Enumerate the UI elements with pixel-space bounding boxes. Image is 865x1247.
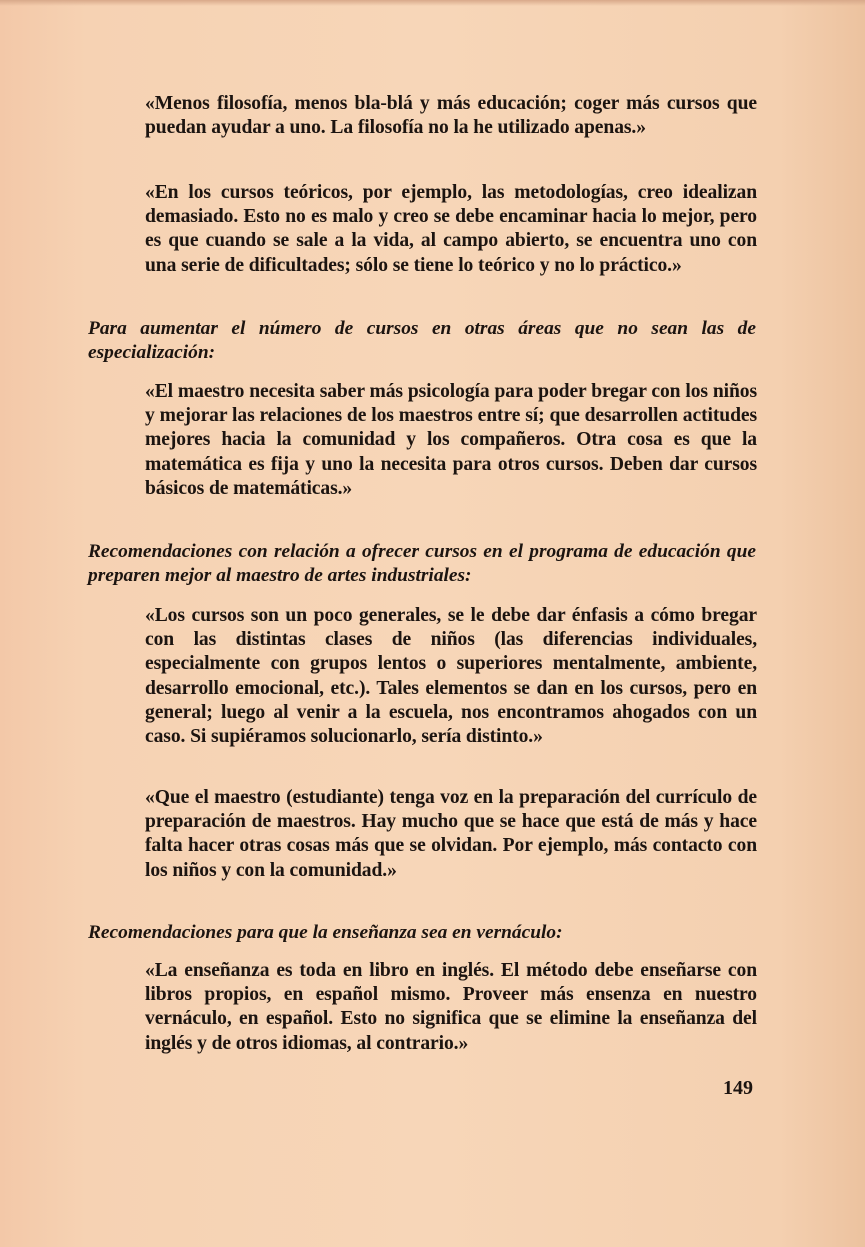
quote-paragraph: «En los cursos teóricos, por ejemplo, las metodologías, creo idealizan demasiado. Esto no es malo y creo se debe encaminar hacia lo mejor, pero es que cuando se sale a la vida, al campo abierto, se encuentra uno con una serie de dificultades; sólo se tiene lo teórico y no lo práctico.» (145, 182, 757, 276)
section-heading: Recomendaciones para que la enseñanza sea en vernáculo: (88, 922, 563, 943)
quote-paragraph: «El maestro necesita saber más psicología para poder bregar con los niños y mejorar las relaciones de los maestros entre sí; que desarrollen actitudes mejores hacia la comunidad y los compañeros. Otra cosa es que la matemática es fija y uno la necesita para otros cursos. Deben dar cursos básicos de matemáticas.» (145, 381, 757, 499)
section-heading: Para aumentar el número de cursos en otras áreas que no sean las de especialización: (88, 318, 756, 364)
quote-paragraph: «Que el maestro (estudiante) tenga voz en la preparación del currículo de preparación de maestros. Hay mucho que se hace que está de más y hace falta hacer otras cosas más que se olvidan. Por ejemplo, más contacto con los niños y con la comunidad.» (145, 787, 757, 881)
quote-paragraph: «La enseñanza es toda en libro en inglés. El método debe enseñarse con libros propios, en español mismo. Proveer más ensenza en nuestro vernáculo, en español. Esto no significa que se elimine la enseñanza del inglés y de otros idiomas, al contrario.» (145, 960, 757, 1054)
quote-paragraph: «Los cursos son un poco generales, se le debe dar énfasis a cómo bregar con las distintas clases de niños (las diferencias individuales, especialmente con grupos lentos o superiores mentalmente, ambiente, desarrollo emocional, etc.). Tales elementos se dan en los cursos, pero en general; luego al venir a la escuela, nos encontramos ahogados con un caso. Si supiéramos solucionarlo, sería distinto.» (145, 605, 757, 748)
section-heading: Recomendaciones con relación a ofrecer cursos en el programa de educación que preparen mejor al maestro de artes industriales: (88, 541, 756, 587)
quote-paragraph: «Menos filosofía, menos bla-blá y más educación; coger más cursos que puedan ayudar a uno. La filosofía no la he utilizado apenas.» (145, 93, 757, 139)
page-top-edge (0, 0, 865, 6)
page-number: 149 (723, 1077, 753, 1099)
